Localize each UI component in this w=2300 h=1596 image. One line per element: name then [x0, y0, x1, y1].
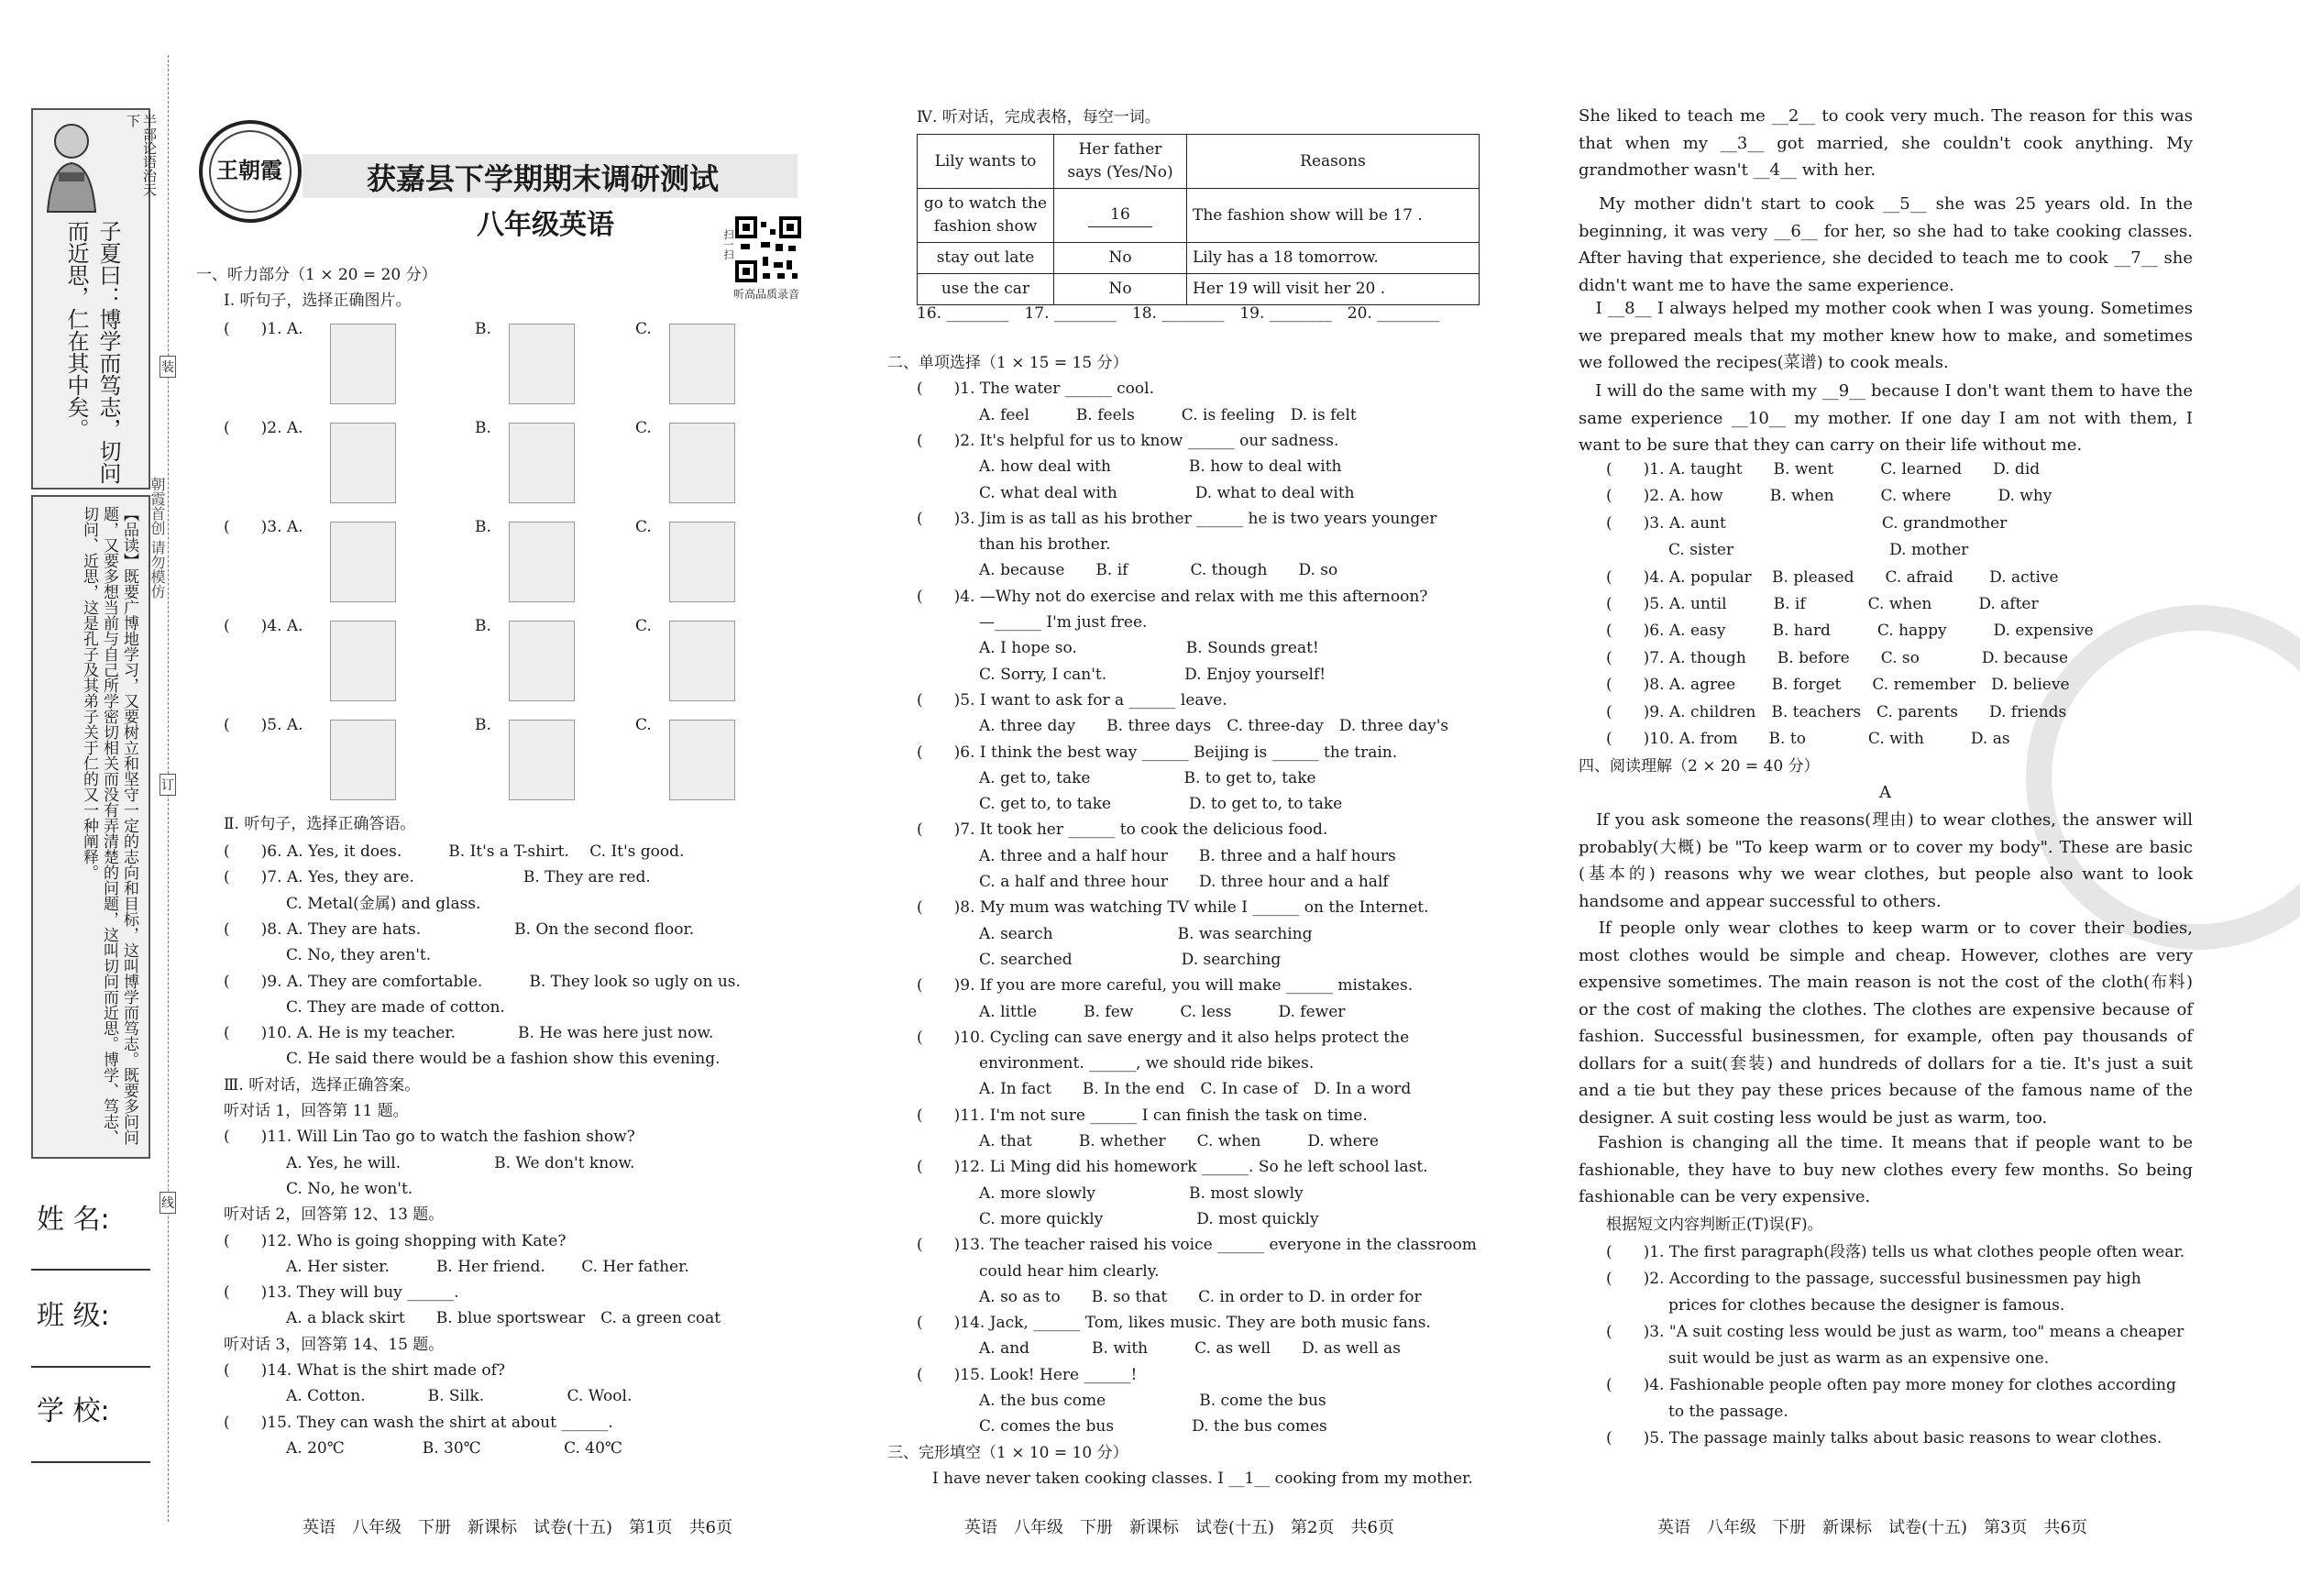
question-line: A. In fact B. In the end C. In case of D. In a word	[917, 1080, 1412, 1099]
option-b-label: B.	[475, 617, 491, 635]
option-b-picture	[509, 621, 575, 701]
question-line: ( )6. I think the best way ______ Beijing is ______ the train.	[917, 743, 1398, 762]
cloze-option-line: ( )2. A. how B. when C. where D. why	[1606, 487, 2052, 506]
question-line: A. the bus come B. come the bus	[917, 1392, 1326, 1410]
option-c-picture	[669, 423, 735, 503]
cloze-paragraph: I will do the same with my __9__ because I don't want them to have the same experience __10__ my mother. If one day I am not with them, I want to be sure that they can carry on their life without me.	[1579, 381, 2193, 455]
question-line: ( )15. They can wash the shirt at about ______.	[224, 1413, 613, 1432]
cloze-option-line: ( )6. A. easy B. hard C. happy D. expensive	[1606, 622, 2094, 641]
school-field[interactable]	[31, 1461, 150, 1463]
option-a-picture	[330, 720, 396, 800]
option-b-label: B.	[475, 320, 491, 338]
text-line: A. a black skirt B. blue sportswear C. a green coat	[224, 1309, 721, 1328]
table-cell: stay out late	[918, 243, 1054, 274]
qr-side-text: 扫一扫	[722, 229, 734, 259]
qr-caption: 听高品质录音	[733, 288, 800, 301]
question-line: than his brother.	[917, 535, 1111, 555]
quote-line-1: 子夏曰：博学而笃志，切问	[95, 220, 121, 484]
page3-footer: 英语 八年级 下册 新课标 试卷(十五) 第3页 共6页	[1657, 1518, 2087, 1537]
name-label: 姓 名:	[37, 1204, 110, 1236]
logo-text: 王朝霞	[216, 157, 282, 183]
text-line: C. Metal(金属) and glass.	[224, 894, 481, 913]
true-false-line: ( )4. Fashionable people often pay more money for clothes according	[1606, 1376, 2176, 1394]
question-line: ( )4. —Why not do exercise and relax with me this afternoon?	[917, 587, 1428, 606]
question-line: A. more slowly B. most slowly	[917, 1183, 1304, 1203]
true-false-line: prices for clothes because the designer is famous.	[1606, 1296, 2065, 1315]
table-cell: use the car	[918, 274, 1054, 305]
binding-mark-3: 线	[160, 1192, 176, 1214]
part1-heading: 一、听力部分（1 × 20 = 20 分）	[196, 266, 437, 284]
page1-footer: 英语 八年级 下册 新课标 试卷(十五) 第1页 共6页	[303, 1518, 732, 1537]
cloze-paragraph: My mother didn't start to cook __5__ she was 25 years old. In the beginning, it was very __6__ for her, so she had to take cooking classes. After having that experience, she decided to teach me to cook __7__ she didn't want me to have the same experience.	[1579, 194, 2193, 295]
motto-small-text: 半部论语治天下	[125, 114, 158, 196]
question-line: A. search B. was searching	[917, 924, 1313, 943]
option-b-picture	[509, 324, 575, 404]
question-line: ( )9. A. They are comfortable. B. They look so ugly on us.	[224, 972, 741, 991]
question-line: A. because B. if C. though D. so	[917, 561, 1338, 580]
text-line: C. He said there would be a fashion show this evening.	[224, 1050, 721, 1069]
class-field[interactable]	[31, 1366, 150, 1368]
true-false-line: ( )5. The passage mainly talks about basic reasons to wear clothes.	[1606, 1429, 2162, 1447]
question-line: ( )1. The water ______ cool.	[917, 380, 1154, 399]
question-line: —______ I'm just free.	[917, 613, 1148, 632]
question-line: could hear him clearly.	[917, 1261, 1160, 1281]
true-false-line: ( )1. The first paragraph(段落) tells us what clothes people often wear.	[1606, 1243, 2185, 1261]
page2-footer: 英语 八年级 下册 新课标 试卷(十五) 第2页 共6页	[964, 1518, 1394, 1537]
question-line: ( )7. It took her ______ to cook the delicious food.	[917, 820, 1328, 840]
question-line: A. little B. few C. less D. fewer	[917, 1002, 1346, 1021]
answer-blanks-16-20[interactable]: 16. ________ 17. ________ 18. ________ 19. ________ 20. ________	[917, 304, 1440, 323]
table-header: Her father says (Yes/No)	[1054, 135, 1187, 189]
question-line: ( )3. Jim is as tall as his brother ______ he is two years younger	[917, 509, 1437, 528]
table-cell: go to watch the fashion show	[918, 189, 1054, 243]
picture-question[interactable]: ( )2. A.	[224, 419, 303, 437]
option-c-picture	[669, 720, 735, 800]
question-line: ( )11. Will Lin Tao go to watch the fashion show?	[224, 1128, 635, 1147]
cloze-option-line: ( )3. A. aunt C. grandmother	[1606, 513, 2008, 533]
text-line: A. Cotton. B. Silk. C. Wool.	[224, 1387, 633, 1406]
question-line: ( )8. My mum was watching TV while I ______ on the Internet.	[917, 898, 1429, 918]
cloze-option-line: ( )8. A. agree B. forget C. remember D. believe	[1606, 676, 2070, 695]
question-line: ( )6. A. Yes, it does. B. It's a T-shirt. C. It's good.	[224, 842, 685, 861]
table-cell: The fashion show will be 17 .	[1187, 189, 1480, 243]
question-line: A. get to, take B. to get to, take	[917, 768, 1316, 787]
option-b-label: B.	[475, 419, 491, 437]
text-line: A. Yes, he will. B. We don't know.	[224, 1153, 635, 1172]
side-note: 朝霞首创 请勿模仿	[149, 477, 166, 600]
text-line: C. No, they aren't.	[224, 946, 432, 965]
question-line: C. Sorry, I can't. D. Enjoy yourself!	[917, 665, 1326, 684]
question-line: ( )7. A. Yes, they are. B. They are red.	[224, 868, 651, 887]
picture-question[interactable]: ( )4. A.	[224, 617, 303, 635]
quote-line-2: 而近思，仁在其中矣。	[63, 220, 89, 440]
text-line: 听对话 2，回答第 12、13 题。	[224, 1205, 445, 1225]
option-a-picture	[330, 324, 396, 404]
picture-question[interactable]: ( )5. A.	[224, 716, 303, 734]
question-line: ( )14. Jack, ______ Tom, likes music. They are both music fans.	[917, 1314, 1431, 1333]
question-line: ( )12. Who is going shopping with Kate?	[224, 1231, 567, 1250]
table-cell: Her 19 will visit her 20 .	[1187, 274, 1480, 305]
section2-heading: Ⅱ. 听句子，选择正确答语。	[224, 815, 416, 833]
part4-heading: 四、阅读理解（2 × 20 = 40 分）	[1579, 757, 1820, 776]
question-line: A. that B. whether C. when D. where	[917, 1132, 1379, 1150]
passage-letter: A	[1879, 783, 1891, 802]
question-line: ( )10. Cycling can save energy and it also helps protect the	[917, 1028, 1410, 1047]
option-c-label: C.	[635, 419, 652, 437]
cloze-option-line: ( )10. A. from B. to C. with D. as	[1606, 730, 2010, 748]
true-false-line: ( )2. According to the passage, successful businessmen pay high	[1606, 1270, 2141, 1288]
question-line: A. feel B. feels C. is feeling D. is felt	[917, 405, 1357, 424]
option-c-label: C.	[635, 518, 652, 536]
option-a-picture	[330, 522, 396, 602]
cloze-paragraph: I __8__ I always helped my mother cook when I was young. Sometimes we prepared meals that my mother knew how to make, and sometimes we followed the recipes(菜谱) to cook meals.	[1579, 299, 2193, 372]
table-header: Lily wants to	[918, 135, 1054, 189]
question-line: A. so as to B. so that C. in order to D. in order for	[917, 1287, 1422, 1306]
option-c-picture	[669, 324, 735, 404]
question-line: A. I hope so. B. Sounds great!	[917, 639, 1319, 658]
class-label: 班 级:	[37, 1300, 110, 1332]
question-line: ( )8. A. They are hats. B. On the second floor.	[224, 919, 695, 939]
table-cell: 16	[1054, 189, 1187, 243]
option-c-picture	[669, 621, 735, 701]
question-line: ( )13. The teacher raised his voice ______ everyone in the classroom	[917, 1236, 1477, 1255]
table-cell: Lily has a 18 tomorrow.	[1187, 243, 1480, 274]
question-line: A. and B. with C. as well D. as well as	[917, 1339, 1401, 1359]
question-line: ( )15. Look! Here ______!	[917, 1365, 1138, 1384]
exam-subtitle: 八年级英语	[477, 209, 614, 241]
binding-mark-2: 订	[160, 774, 176, 796]
question-line: ( )13. They will buy ______.	[224, 1283, 459, 1303]
reading-paragraph: Fashion is changing all the time. It means that if people want to be fashionable, they have to buy new clothes every few months. So being fashionable can be very expensive.	[1579, 1133, 2193, 1206]
reading-paragraph: If you ask someone the reasons(理由) to wear clothes, the answer will probably(大概) be "To keep warm or to cover my body". These are basic (基本的) reasons why we wear clothes, but people also want to look handsome and appear successful to others.	[1579, 810, 2193, 911]
section4-heading: Ⅳ. 听对话，完成表格，每空一词。	[917, 108, 1161, 127]
true-false-line: to the passage.	[1606, 1403, 1788, 1421]
question-line: C. more quickly D. most quickly	[917, 1209, 1319, 1228]
cloze-option-line: ( )5. A. until B. if C. when D. after	[1606, 595, 2039, 613]
option-b-picture	[509, 522, 575, 602]
true-false-line: suit would be just as warm as an expensive one.	[1606, 1349, 2050, 1368]
table-cell: No	[1054, 243, 1187, 274]
table-cell: No	[1054, 274, 1187, 305]
cloze-paragraph: She liked to teach me __2__ to cook very much. The reason for this was that when my __3__ got married, she couldn't cook anything. My grandmother wasn't __4__ with her.	[1579, 106, 2193, 180]
option-a-picture	[330, 423, 396, 503]
text-line: C. No, he won't.	[224, 1179, 413, 1198]
option-b-picture	[509, 423, 575, 503]
text-line: 听对话 3，回答第 14、15 题。	[224, 1335, 445, 1354]
true-false-line: ( )3. "A suit costing less would be just as warm, too" means a cheaper	[1606, 1323, 2184, 1341]
option-b-picture	[509, 720, 575, 800]
reading-paragraph: If people only wear clothes to keep warm or to cover their bodies, most clothes would be simple and cheap. However, clothes are very expensive sometimes. The main reason is not the cost of the cloth(布料) or the cost of making the clothes. The clothes are expensive because of fashion. Successful businessmen, for example, often pay thousands of dollars for a suit(套装) and hundreds of dollars for a tie. It's just a suit and a tie but they pay these prices because of the famous name of the designer. A suit costing less would be just as warm, too.	[1579, 919, 2193, 1128]
text-line: C. They are made of cotton.	[224, 997, 505, 1017]
question-line: C. searched D. searching	[917, 950, 1282, 969]
binding-mark-1: 装	[160, 356, 176, 378]
table-header: Reasons	[1187, 135, 1480, 189]
question-line: ( )12. Li Ming did his homework ______. So he left school last.	[917, 1158, 1428, 1177]
exam-title: 获嘉县下学期期末调研测试	[367, 161, 720, 196]
option-c-label: C.	[635, 320, 652, 338]
school-label: 学 校:	[37, 1395, 110, 1427]
text-line: 听对话 1，回答第 11 题。	[224, 1102, 409, 1120]
question-line: A. three day B. three days C. three-day D. three day's	[917, 717, 1449, 736]
option-c-picture	[669, 522, 735, 602]
option-c-label: C.	[635, 716, 652, 734]
question-line: C. what deal with D. what to deal with	[917, 483, 1355, 502]
question-line: ( )10. A. He is my teacher. B. He was here just now.	[224, 1024, 714, 1043]
cloze-option-line: ( )4. A. popular B. pleased C. afraid D. active	[1606, 567, 2059, 587]
question-line: ( )9. If you are more careful, you will make ______ mistakes.	[917, 976, 1414, 996]
question-line: ( )5. I want to ask for a ______ leave.	[917, 690, 1227, 710]
question-line: ( )14. What is the shirt made of?	[224, 1361, 506, 1380]
tf-instruction: 根据短文内容判断正(T)误(F)。	[1606, 1216, 1823, 1234]
name-field[interactable]	[31, 1269, 150, 1271]
text-line: Ⅲ. 听对话，选择正确答案。	[224, 1075, 421, 1095]
question-line: C. get to, to take D. to get to, to take	[917, 795, 1343, 814]
option-a-picture	[330, 621, 396, 701]
question-line: A. how deal with B. how to deal with	[917, 457, 1342, 477]
question-line: ( )2. It's helpful for us to know ______ our sadness.	[917, 431, 1339, 450]
section1-heading: Ⅰ. 听句子，选择正确图片。	[224, 292, 412, 310]
picture-question[interactable]: ( )3. A.	[224, 518, 303, 536]
question-line: environment. ______, we should ride bikes.	[917, 1054, 1315, 1073]
pindu-text: 【品读】既要广博地学习，又要树立和坚守一定的志向和目标，这叫博学而笃志。既要多问问题，又要多想当前与自己所学密切相关而没有弄清楚的问题，这叫切问而近思。博学、笃志、切问、近思，这是孔子及其弟子关于仁的又一种阐释。	[80, 506, 138, 1145]
cloze-option-line: ( )9. A. children B. teachers C. parents D. friends	[1606, 702, 2067, 721]
cloze-option-line: ( )7. A. though B. before C. so D. because	[1606, 648, 2069, 667]
cloze-option-line: C. sister D. mother	[1606, 541, 1969, 560]
question-line: I have never taken cooking classes. I __1__ cooking from my mother.	[917, 1469, 1473, 1488]
question-line: A. three and a half hour B. three and a half hours	[917, 846, 1396, 865]
question-line: ( )11. I'm not sure ______ I can finish the task on time.	[917, 1106, 1368, 1125]
section-heading: 三、完形填空（1 × 10 = 10 分）	[887, 1443, 1128, 1462]
picture-question[interactable]: ( )1. A.	[224, 320, 303, 338]
binding-strip	[0, 0, 174, 1596]
text-line: A. Her sister. B. Her friend. C. Her father.	[224, 1257, 689, 1276]
listening-table	[917, 134, 1480, 305]
question-line: C. a half and three hour D. three hour and a half	[917, 873, 1389, 891]
option-c-label: C.	[635, 617, 652, 635]
option-b-label: B.	[475, 518, 491, 536]
cloze-option-line: ( )1. A. taught B. went C. learned D. did	[1606, 460, 2041, 479]
qr-code-icon[interactable]	[735, 216, 801, 282]
confucius-illustration	[35, 116, 108, 216]
option-b-label: B.	[475, 716, 491, 734]
text-line: A. 20℃ B. 30℃ C. 40℃	[224, 1438, 622, 1458]
section-heading: 二、单项选择（1 × 15 = 15 分）	[887, 354, 1128, 372]
question-line: C. comes the bus D. the bus comes	[917, 1417, 1327, 1436]
